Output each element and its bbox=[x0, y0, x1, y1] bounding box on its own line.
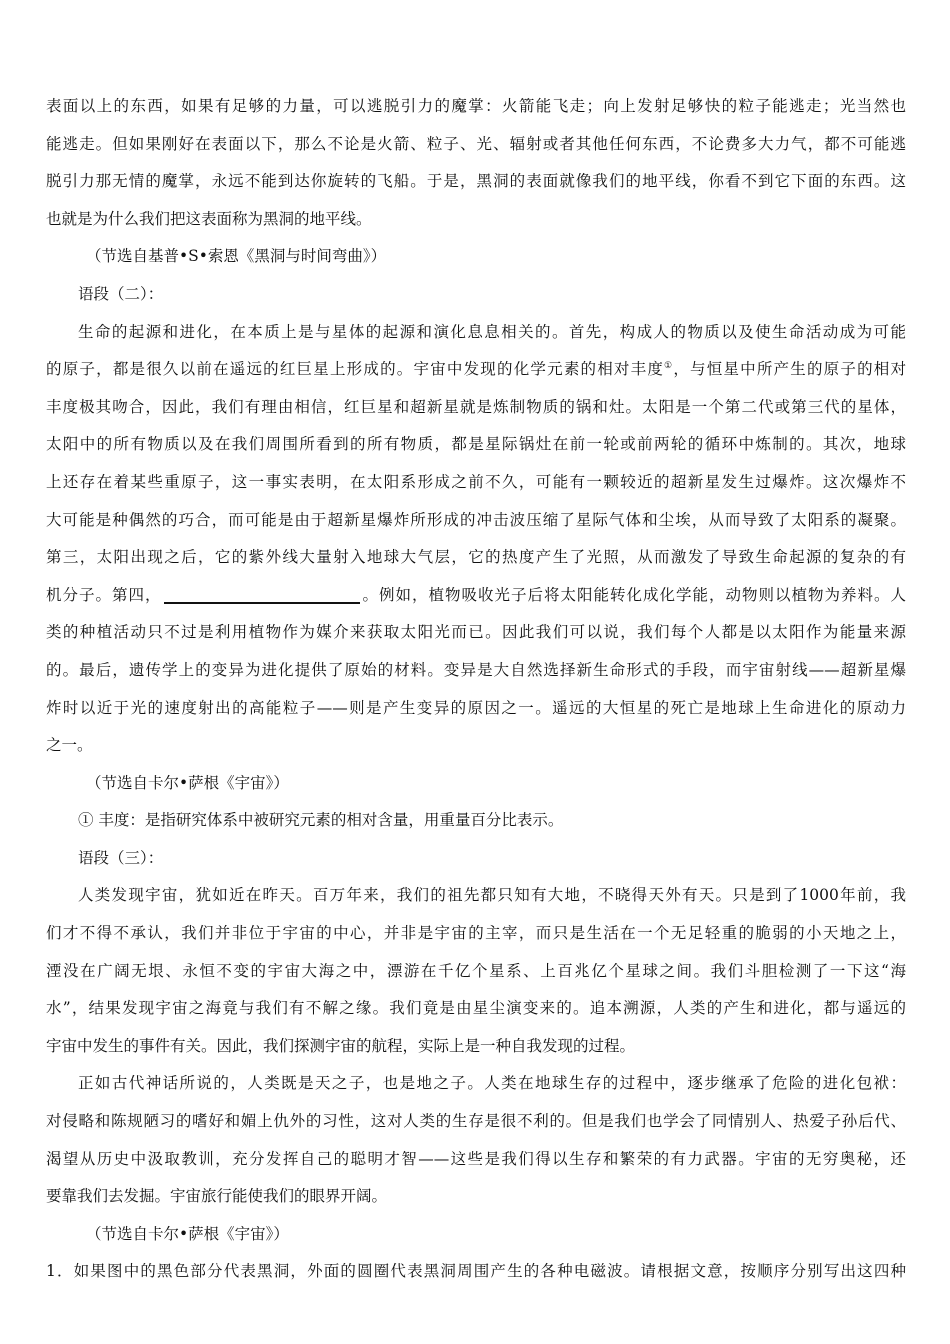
text-line: 对侵略和陈规陋习的嗜好和媚上仇外的习性，这对人类的生存是很不利的。但是我们也学会了同情别人、热爱子孙后代、 bbox=[46, 1112, 906, 1131]
text-line: 大可能是种偶然的巧合，而可能是由于超新星爆炸所形成的冲击波压缩了星际气体和尘埃，从而导致了太阳系的凝聚。 bbox=[46, 510, 906, 529]
article-body bbox=[46, 88, 906, 1291]
text-line: 丰度极其吻合，因此，我们有理由相信，红巨星和超新星就是炼制物质的锅和灶。太阳是一个第二代或第三代的星体， bbox=[46, 397, 906, 416]
text-line: 表面以上的东西，如果有足够的力量，可以逃脱引力的魔掌：火箭能飞走；向上发射足够快的粒子能逃走；光当然也 bbox=[46, 97, 906, 115]
footnote: ① 丰度：是指研究体系中被研究元素的相对含量，用重量百分比表示。 bbox=[78, 811, 564, 830]
text-line: 炸时以近于光的速度射出的高能粒子——则是产生变异的原因之一。遥远的大恒星的死亡是地球上生命进化的原动力 bbox=[46, 698, 906, 717]
text-line: 之一。 bbox=[46, 736, 93, 755]
text-segment: ，与恒星中所产生的原子的相对 bbox=[673, 360, 906, 379]
text-segment: 机分子。第四， bbox=[46, 585, 162, 604]
text-segment: 的原子，都是很久以前在遥远的红巨星上形成的。宇宙中发现的化学元素的相对丰度 bbox=[46, 360, 665, 379]
text-line: 们才不得不承认，我们并非位于宇宙的中心，并非是宇宙的主宰，而只是生活在一个无足轻重的脆弱的小天地之上， bbox=[46, 924, 906, 943]
text-line: 要靠我们去发掘。宇宙旅行能使我们的眼界开阔。 bbox=[46, 1187, 388, 1206]
text-line bbox=[46, 577, 906, 615]
text-line: 第三，太阳出现之后，它的紫外线大量射入地球大气层，它的热度产生了光照，从而激发了导致生命起源的复杂的有 bbox=[46, 548, 906, 567]
source-citation: （节选自基普•S•索恩《黑洞与时间弯曲》） bbox=[86, 247, 387, 266]
text-line: 湮没在广阔无垠、永恒不变的宇宙大海之中，漂游在千亿个星系、上百兆亿个星球之间。我们斗胆检测了一下这“海 bbox=[46, 961, 906, 980]
question-1: 1．如果图中的黑色部分代表黑洞，外面的圆圈代表黑洞周围产生的各种电磁波。请根据文意，按顺序分别写出这四种 bbox=[46, 1262, 906, 1281]
text-line: 类的种植活动只不过是利用植物作为媒介来获取太阳光而已。因此我们可以说，我们每个人都是以太阳作为能量来源 bbox=[46, 623, 906, 642]
footnote-marker: ① bbox=[664, 361, 674, 372]
text-line bbox=[46, 351, 906, 389]
text-line: 生命的起源和进化，在本质上是与星体的起源和演化息息相关的。首先，构成人的物质以及使生命活动成为可能 bbox=[78, 322, 906, 341]
text-line: 能逃走。但如果刚好在表面以下，那么不论是火箭、粒子、光、辐射或者其他任何东西，不论费多大力气，都不可能逃 bbox=[46, 134, 906, 153]
text-line: 太阳中的所有物质以及在我们周围所看到的所有物质，都是星际锅灶在前一轮或前两轮的循环中炼制的。其次，地球 bbox=[46, 435, 906, 454]
answer-blank[interactable] bbox=[164, 588, 360, 604]
source-citation: （节选自卡尔•萨根《宇宙》） bbox=[86, 1224, 289, 1243]
text-line: 水”，结果发现宇宙之海竟与我们有不解之缘。我们竟是由星尘演变来的。追本溯源，人类的产生和进化，都与遥远的 bbox=[46, 999, 906, 1018]
text-line: 渴望从历史中汲取教训，充分发挥自己的聪明才智——这些是我们得以生存和繁荣的有力武器。宇宙的无穷奥秘，还 bbox=[46, 1149, 906, 1168]
section-heading: 语段（二）： bbox=[78, 284, 164, 303]
source-citation: （节选自卡尔•萨根《宇宙》） bbox=[86, 773, 289, 792]
text-line: 人类发现宇宙，犹如近在昨天。百万年来，我们的祖先都只知有大地，不晓得天外有天。只是到了1000年前，我 bbox=[78, 886, 906, 905]
section-heading: 语段（三）： bbox=[78, 848, 164, 867]
text-line: 脱引力那无情的魔掌，永远不能到达你旋转的飞船。于是，黑洞的表面就像我们的地平线，你看不到它下面的东西。这 bbox=[46, 172, 906, 191]
text-line: 正如古代神话所说的，人类既是天之子，也是地之子。人类在地球生存的过程中，逐步继承了危险的进化包袱： bbox=[78, 1074, 906, 1093]
text-line: 上还存在着某些重原子，这一事实表明，在太阳系形成之前不久，可能有一颗较近的超新星发生过爆炸。这次爆炸不 bbox=[46, 472, 906, 491]
text-line: 也就是为什么我们把这表面称为黑洞的地平线。 bbox=[46, 209, 372, 228]
text-line: 的。最后，遗传学上的变异为进化提供了原始的材料。变异是大自然选择新生命形式的手段，而宇宙射线——超新星爆 bbox=[46, 660, 906, 679]
text-segment: 。例如，植物吸收光子后将太阳能转化成化学能，动物则以植物为养料。人 bbox=[361, 585, 906, 604]
text-line: 宇宙中发生的事件有关。因此，我们探测宇宙的航程，实际上是一种自我发现的过程。 bbox=[46, 1036, 636, 1055]
